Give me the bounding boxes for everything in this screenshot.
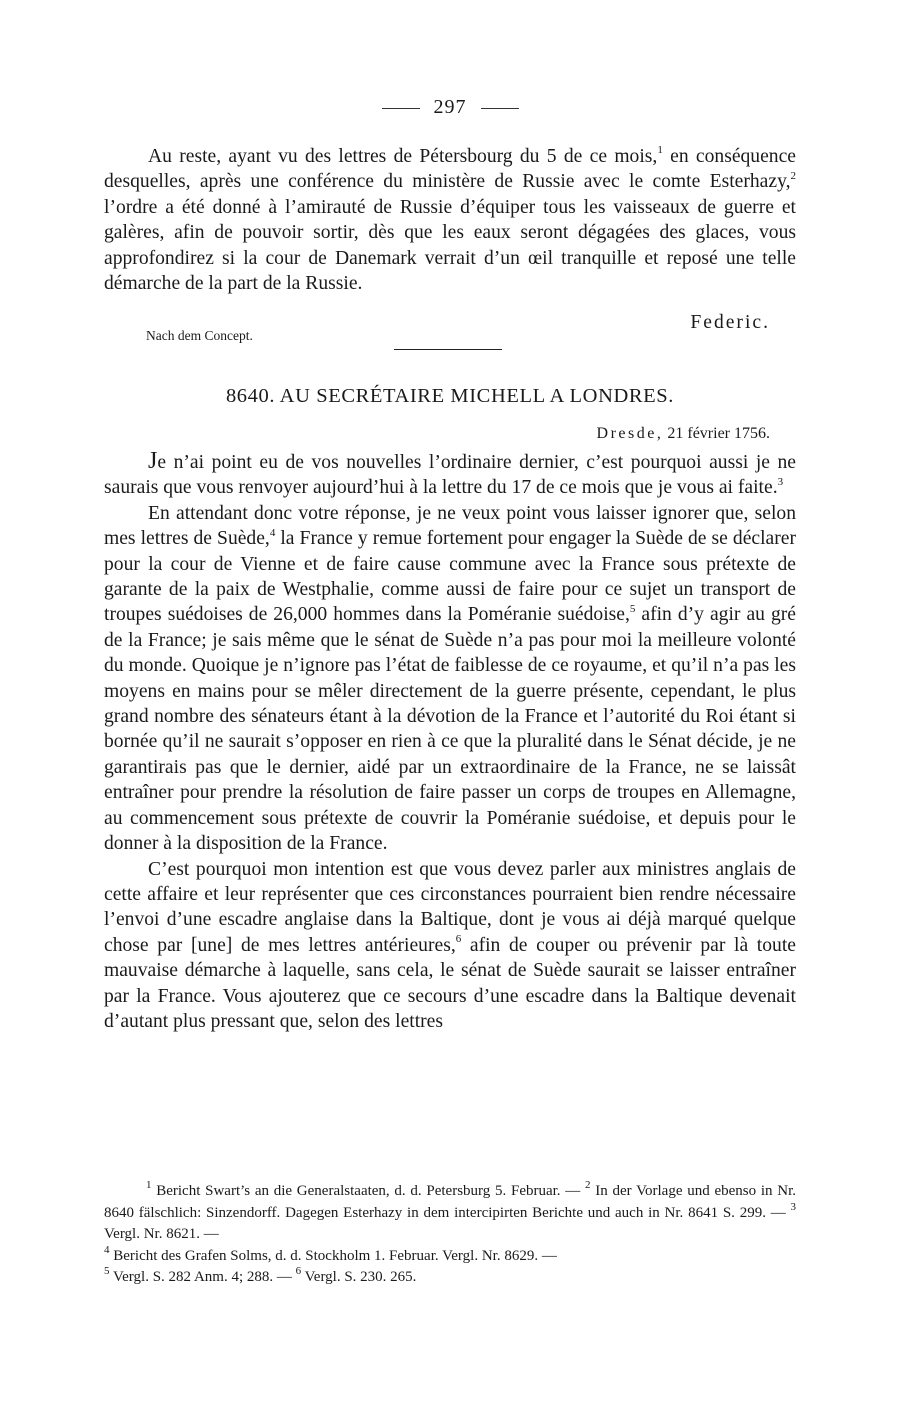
footnotes: [104, 1181, 796, 1289]
footnote-number: 4: [104, 1243, 110, 1256]
footnote-text: In der Vorlage und ebenso in Nr. 8640 fälschlich: Sinzendorff. Dagegen Esterhazy in dem intercipirten Berichte und auch in Nr. 8641 S. 299. —: [104, 1183, 797, 1221]
footnote-text: Vergl. S. 282 Anm. 4; 288. —: [109, 1269, 296, 1286]
letter-paragraph-3: [104, 857, 796, 1035]
footnote-text: Vergl. S. 230. 265.: [301, 1269, 417, 1286]
header-dash-right: [481, 108, 519, 109]
footnote-ref: 2: [790, 169, 796, 182]
paragraph-text: en conséquence desquelles, après une conférence du ministère de Russie avec le comte Esterhazy,: [104, 146, 796, 193]
letter-body: [104, 449, 796, 1034]
previous-letter-closing: [104, 144, 796, 296]
paragraph-text: la France y remue fortement pour engager la Suède de se déclarer pour la cour de Vienne et de faire cause commune avec la France sous prétexte de garante de la paix de Westphalie, comme aussi de faire pour ce sujet un transport de troupes suédoises de 26,000 hommes dans la Poméranie suédoise,: [104, 528, 796, 626]
paragraph-text: En attendant donc votre réponse, je ne veux point vous laisser ignorer que, selon mes lettres de Suède,: [104, 502, 796, 550]
paragraph-text: afin de couper ou prévenir par là toute mauvaise démarche à laquelle, sans cela, le sénat de Suède saurait se laisser entraîner par la France. Vous ajouterez que ce secours d’une escadre dans la Baltique devenait d’autant plus pressant que, selon des lettres: [104, 934, 796, 1032]
paragraph-text: Au reste, ayant vu des lettres de Pétersbourg du 5 de ce mois,: [148, 146, 658, 167]
footnote-text: Bericht des Grafen Solms, d. d. Stockholm 1. Februar. Vergl. Nr. 8629. —: [109, 1247, 557, 1264]
footnote-ref: 4: [269, 526, 276, 539]
paragraph-text: l’ordre a été donné à l’amirauté de Russie d’équiper tous les vaisseaux de guerre et galères, afin de pouvoir sortir, dès que les eaux seront dégagées des glaces, vous approfondirez si la cour de Danemark verrait d’un œil tranquille et reposé une telle démarche de la part de la Russie.: [104, 196, 796, 295]
footnote-text: Vergl. Nr. 8621. —: [104, 1226, 219, 1243]
letter-paragraph-1: [104, 449, 796, 501]
date-text: 21 février 1756.: [663, 425, 770, 442]
date-place: Dresde,: [596, 425, 664, 442]
section-divider: [394, 349, 502, 350]
footnote-number: 1: [146, 1179, 152, 1191]
footnote-number: 5: [104, 1265, 110, 1278]
footnote-number: 6: [295, 1265, 302, 1278]
footnote-number: 2: [585, 1179, 591, 1191]
footnote-ref: 1: [657, 144, 663, 157]
letter-paragraph-2: [104, 501, 796, 857]
footnote-number: 3: [790, 1200, 796, 1213]
footnote-line: [104, 1243, 796, 1268]
footnote-line: [104, 1267, 796, 1289]
letter-dateline: [597, 425, 770, 443]
footnote-ref: 5: [629, 602, 636, 615]
signature: Federic.: [690, 312, 770, 333]
footnote-ref: 3: [777, 475, 784, 488]
paragraph-text: C’est pourquoi mon intention est que vous devez parler aux ministres anglais de cette affaire et leur représenter que ces circonstances pourraient bien rendre nécessaire l’envoi d’une escadre anglaise dans la Baltique, dont je vous ai déjà marqué quelque chose par [une] de mes lettres antérieures,: [104, 858, 796, 956]
page-number: 297: [433, 96, 467, 118]
paragraph-text: afin d’y agir au gré de la France; je sais même que le sénat de Suède n’a pas pour moi la meilleure volonté du monde. Quoique je n’ignore pas l’état de faiblesse de ce royaume, et qu’il n’a pas les moyens en mains pour se mêler directement de la guerre présente, cependant, le plus grand nombre des sénateurs étant à la dévotion de la France et l’autorité du Roi étant si bornée qu’il ne saurait s’opposer en rien à ce que la pluralité dans le Sénat décide, je ne garantirais pas que le dernier, aidé par un extraordinaire de la France, ne se laissât entraîner pour prendre la résolution de faire passer un corps de troupes en Allemagne, au commencement sous prétexte de couvrir la Poméranie suédoise, et depuis pour le donner à la disposition de la France.: [104, 604, 796, 855]
header-dash-left: [382, 108, 420, 109]
source-note: Nach dem Concept.: [146, 328, 253, 343]
footnote-text: Bericht Swart’s an die Generalstaaten, d. d. Petersburg 5. Februar. —: [151, 1183, 586, 1199]
closing-paragraph: [104, 144, 796, 296]
footnote-ref: 6: [455, 933, 462, 946]
initial-letter: J: [148, 448, 158, 474]
page-header: [0, 96, 900, 119]
letter-title: 8640. AU SECRÉTAIRE MICHELL A LONDRES.: [225, 385, 675, 407]
paragraph-text: e n’ai point eu de vos nouvelles l’ordinaire dernier, c’est pourquoi aussi je ne saurais que vous renvoyer aujourd’hui à la lettre du 17 de ce mois que je vous ai faite.: [104, 452, 796, 499]
footnote-line: [104, 1181, 796, 1246]
